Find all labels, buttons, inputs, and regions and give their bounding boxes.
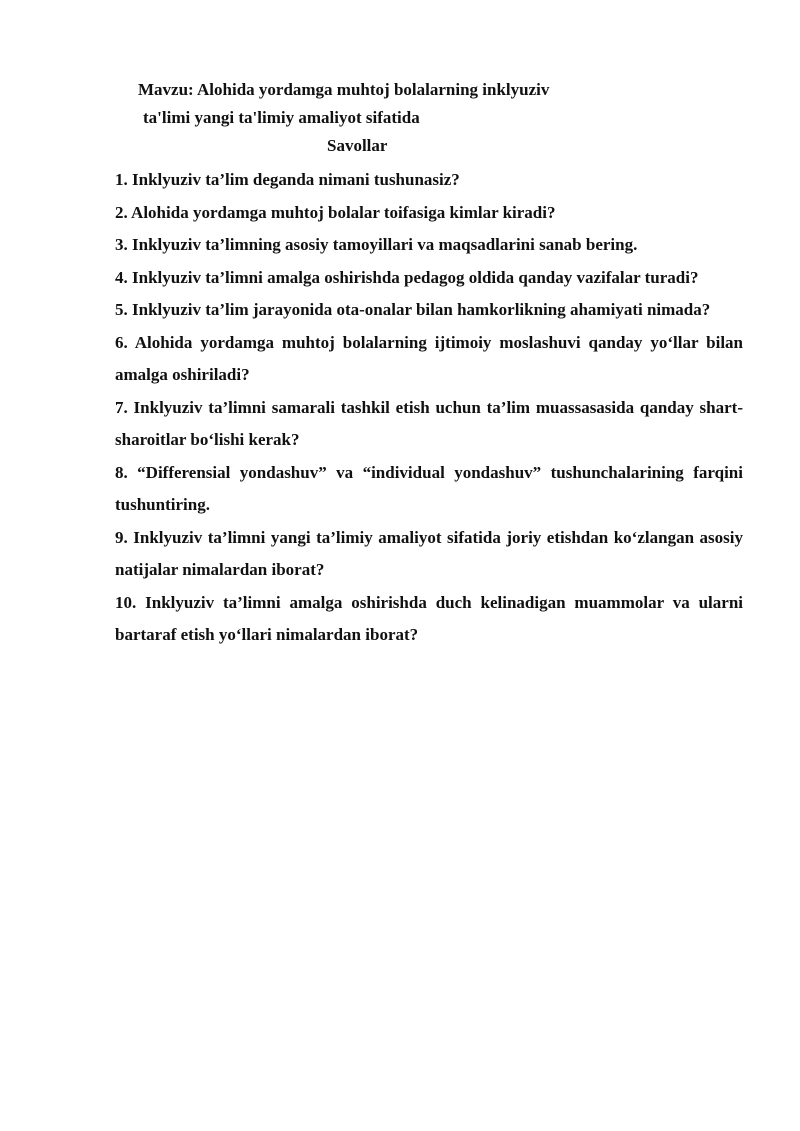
question-item: 1. Inklyuziv ta’lim deganda nimani tushunasiz? bbox=[115, 170, 460, 189]
question-item: 10. Inklyuziv ta’limni amalga oshirishda duch kelinadigan muammolar va ularni bartaraf etish yo‘llari nimalardan iborat? bbox=[115, 592, 743, 644]
question-item: 8. “Differensial yondashuv” va “individual yondashuv” tushunchalarining farqini tushuntiring. bbox=[115, 462, 743, 514]
topic-title-line-1: Mavzu: Alohida yordamga muhtoj bolalarning inklyuziv bbox=[138, 80, 550, 99]
question-item: 9. Inklyuziv ta’limni yangi ta’limiy amaliyot sifatida joriy etishdan ko‘zlangan asosiy natijalar nimalardan iborat? bbox=[115, 527, 743, 579]
question-item: 6. Alohida yordamga muhtoj bolalarning ijtimoiy moslashuvi qanday yo‘llar bilan amalga oshiriladi? bbox=[115, 332, 743, 384]
question-item: 5. Inklyuziv ta’lim jarayonida ota-onalar bilan hamkorlikning ahamiyati nimada? bbox=[115, 300, 711, 319]
topic-title-line-2: ta'limi yangi ta'limiy amaliyot sifatida bbox=[143, 108, 420, 127]
section-title: Savollar bbox=[327, 136, 388, 155]
document-body bbox=[115, 76, 743, 652]
question-item: 4. Inklyuziv ta’limni amalga oshirishda pedagog oldida qanday vazifalar turadi? bbox=[115, 267, 699, 287]
questions-list bbox=[115, 164, 743, 652]
question-item: 7. Inklyuziv ta’limni samarali tashkil etish uchun ta’lim muassasasida qanday shart-sharoitlar bo‘lishi kerak? bbox=[115, 397, 743, 449]
question-item: 2. Alohida yordamga muhtoj bolalar toifasiga kimlar kiradi? bbox=[115, 202, 556, 222]
question-item: 3. Inklyuziv ta’limning asosiy tamoyillari va maqsadlarini sanab bering. bbox=[115, 235, 638, 254]
